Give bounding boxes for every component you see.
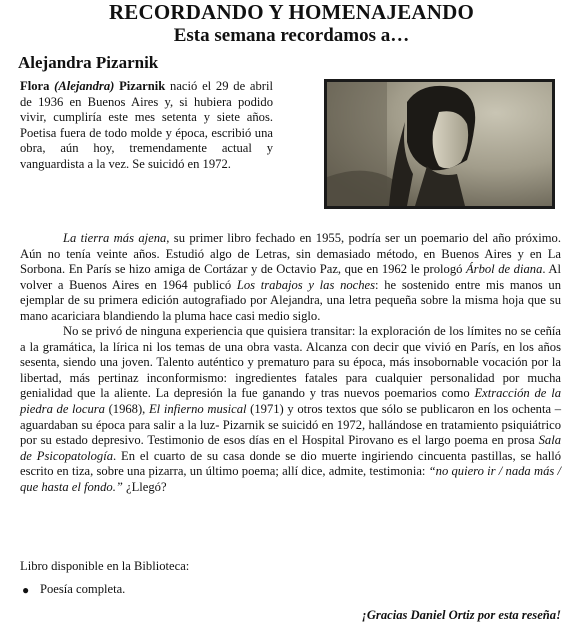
paragraph-2-text: (1971) y otros textos que sólo se publicaron en los ochenta –aguardaban su época para salir a la luz- Pizarnik se suicidó en 1972, hallándose en tratamiento psiquiátrico por su estado depresivo. Testimonio de esos días en el Hospital Pirovano es el largo poema en prosa: [20, 402, 561, 448]
library-item: Poesía completa.: [40, 582, 126, 596]
portrait-image: [327, 82, 552, 206]
book-title-la-tierra: La tierra más ajena: [63, 231, 167, 245]
intro-name-middle: (Alejandra): [54, 79, 115, 93]
author-name: Alejandra Pizarnik: [18, 53, 159, 72]
last-poem-quote: “no quiero ir / nada más / que hasta el fondo.”: [20, 464, 562, 494]
intro-name-last: Pizarnik: [119, 79, 166, 93]
book-title-sala: Sala de Psicopatología: [20, 433, 561, 463]
paragraph-2-text: . En el cuarto de su casa donde se dio muerte ingiriendo cincuenta pastillas, se halló escrito en tiza, sobre una pizarra, un último poema; allí dice, admite, testimonia:: [20, 448, 562, 479]
book-title-trabajos: Los trabajos y las noches: [236, 277, 376, 292]
paragraph-1-text: . Al volver a Buenos Aires en 1964 publicó: [20, 262, 561, 292]
body-paragraph-2: [20, 324, 561, 495]
book-title-infierno: El infierno musical: [148, 402, 247, 417]
book-title-arbol: Árbol de diana: [465, 262, 543, 277]
intro-text: nació el 29 de abril de 1936 en Buenos Aires y, si hubiera podido vivir, cumpliría este mes setenta y siete años. Poetisa fuera de todo molde y época, escribió una obra, aún hoy, tremendamente actual y vanguardista a la vez. Se suicidó en 1972.: [20, 79, 273, 171]
intro-name-first: Flora: [20, 79, 50, 93]
review-credit: ¡Gracias Daniel Ortiz por esta reseña!: [361, 608, 561, 622]
body-paragraph-1: [20, 231, 561, 324]
paragraph-1-text: : he sostenido entre mis manos un ejemplar de su primera edición autografiado por Alejandra, una letra pequeña sobre la misma hoja que su mano acariciara blandiendo la pluma hace casi medio siglo.: [20, 277, 561, 323]
paragraph-2-text: (1968),: [104, 402, 149, 417]
page-title: RECORDANDO Y HOMENAJEANDO: [108, 0, 475, 24]
author-portrait-photo: [324, 79, 555, 209]
book-title-extraccion: Extracción de la piedra de locura: [20, 386, 561, 417]
library-label: Libro disponible en la Biblioteca:: [20, 559, 190, 573]
intro-paragraph: [20, 79, 273, 173]
bullet-icon: ●: [22, 583, 30, 597]
page-subtitle: Esta semana recordamos a…: [173, 25, 410, 46]
paragraph-2-text: No se privó de ninguna experiencia que quisiera transitar: la exploración de los límites no se ceñía a la gramática, la lírica ni los temas de una obra vasta. Alcanza con decir que vivió en París, en los años sesenta, siendo una joven. Talento auténtico y prematuro para su época, más insobornable vocación por la libertad, más pertinaz inconformismo: ingredientes fatales para cualquier personalidad por mucha genialidad que la aliente. La depresión la fue ganando y tras nuevos poemarios como: [20, 324, 561, 401]
paragraph-2-text: ¿Llegó?: [122, 479, 167, 494]
paragraph-1-text: , su primer libro fechado en 1955, podría ser un poemario del año próximo. Aún no tenía veinte años. Estudió algo de Letras, sin demasiado método, en Buenos Aires y en La Sorbona. En París se hizo amiga de Cortázar y de Octavio Paz, que en 1962 le prologó: [20, 231, 561, 277]
article-body: [20, 231, 561, 495]
